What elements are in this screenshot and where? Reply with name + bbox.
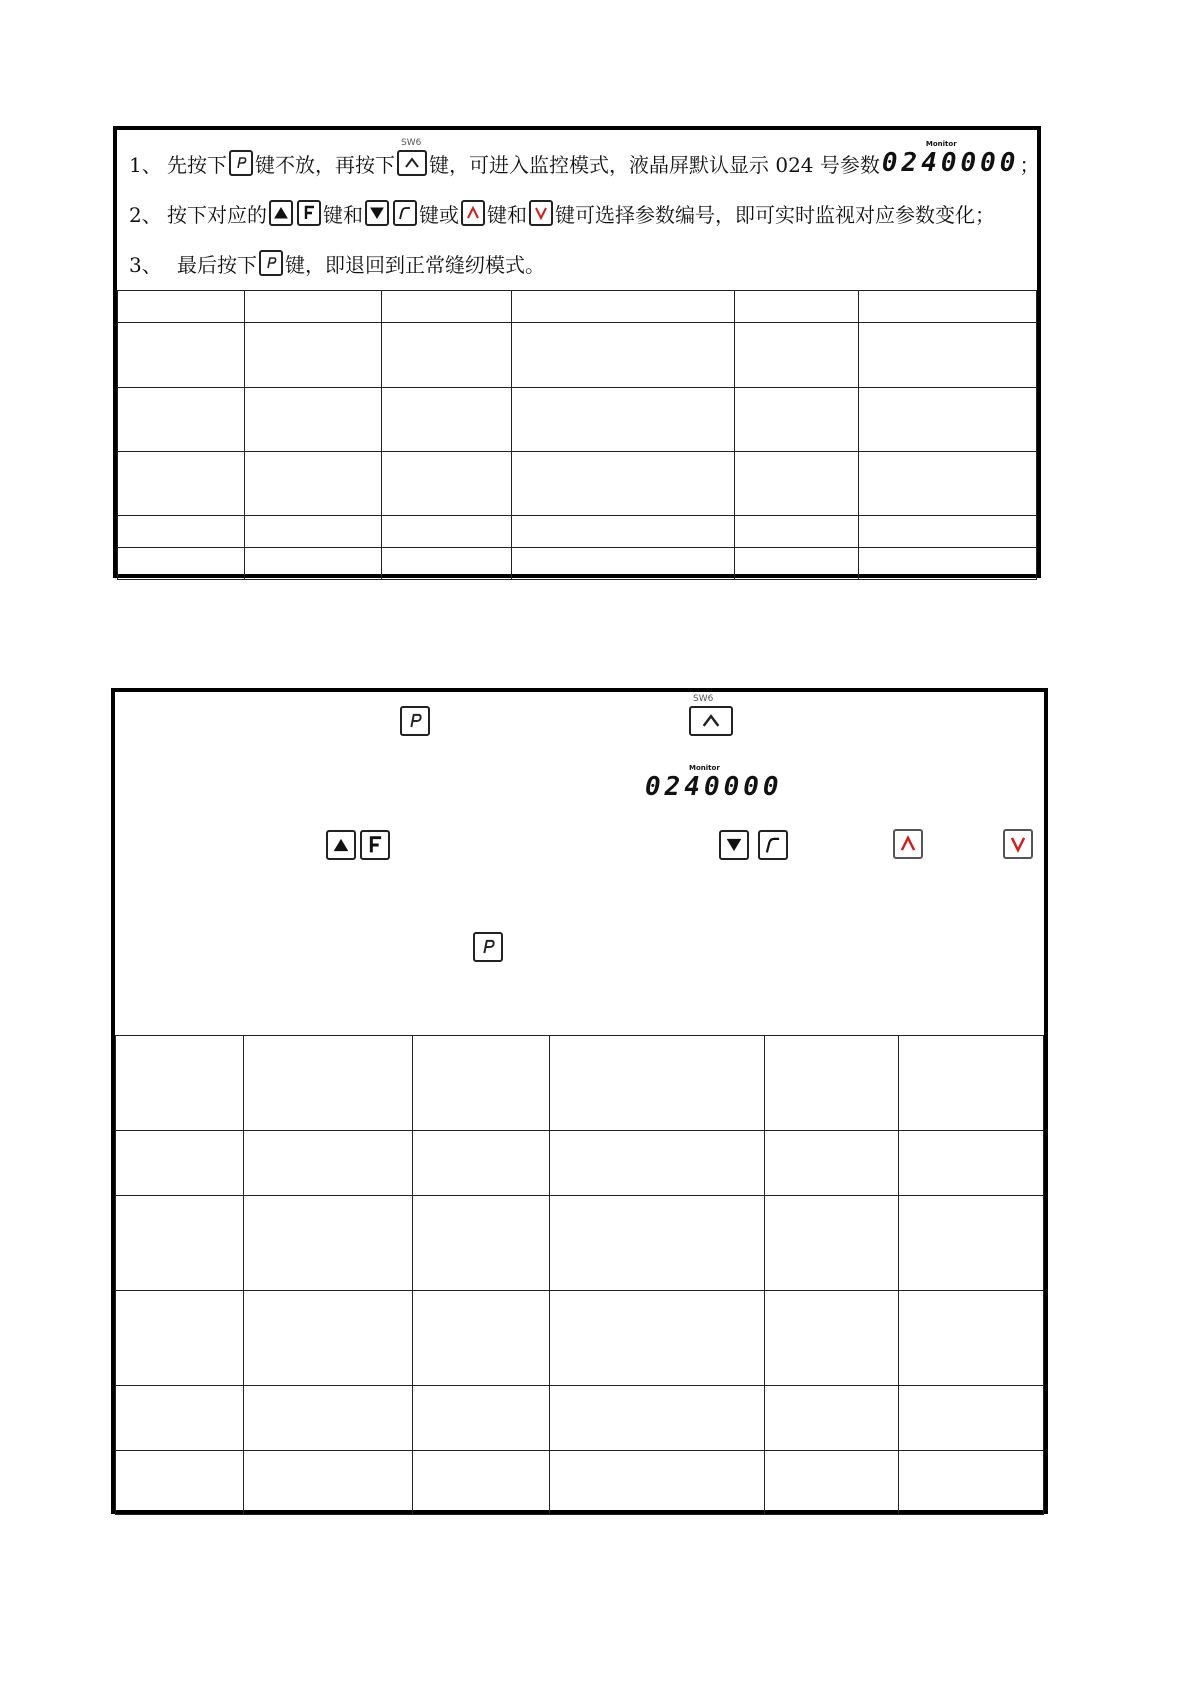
table-cell xyxy=(118,548,245,580)
table-cell xyxy=(512,452,735,516)
table-cell xyxy=(512,388,735,452)
lcd-monitor-label: Monitor xyxy=(689,764,720,772)
instruction-text-segment: ； xyxy=(1019,152,1040,177)
icon-panel xyxy=(111,688,1048,1514)
f-key-icon xyxy=(360,830,390,860)
table-cell xyxy=(899,1131,1044,1196)
line-number: 2、 xyxy=(129,202,162,227)
table-cell xyxy=(859,291,1037,323)
line-number: 3、 xyxy=(129,252,162,277)
table-cell xyxy=(859,548,1037,580)
table-row xyxy=(116,1451,1044,1515)
table-cell xyxy=(245,323,382,388)
table-cell xyxy=(245,516,382,548)
table-cell xyxy=(899,1291,1044,1386)
table-cell xyxy=(859,516,1037,548)
red-up-key-icon xyxy=(893,829,923,859)
table-cell xyxy=(735,291,859,323)
table-cell xyxy=(735,323,859,388)
instruction-text-segment: 先按下 xyxy=(167,152,227,177)
table-cell xyxy=(550,1196,765,1291)
instruction-line-2 xyxy=(129,196,995,230)
parameter-table xyxy=(117,290,1037,580)
table-cell xyxy=(765,1036,899,1131)
table-cell xyxy=(859,452,1037,516)
table-cell xyxy=(765,1451,899,1515)
table-cell xyxy=(735,548,859,580)
instruction-line-1 xyxy=(129,138,1040,180)
table-cell xyxy=(735,388,859,452)
instruction-text-segment: 键和 xyxy=(323,202,363,227)
table-cell xyxy=(765,1386,899,1451)
table-cell xyxy=(899,1451,1044,1515)
table-row xyxy=(118,516,1037,548)
lcd-display xyxy=(881,140,1020,178)
table-cell xyxy=(116,1451,244,1515)
instruction-text-segment: 键可选择参数编号，即可实时监视对应参数变化； xyxy=(555,202,995,227)
table-row xyxy=(118,323,1037,388)
table-cell xyxy=(735,452,859,516)
instruction-text-segment: 最后按下 xyxy=(177,252,257,277)
table-cell xyxy=(859,388,1037,452)
table-cell xyxy=(550,1451,765,1515)
table-cell xyxy=(382,323,512,388)
table-cell xyxy=(245,548,382,580)
table-row xyxy=(116,1386,1044,1451)
sw6-label: SW6 xyxy=(693,694,714,704)
p-key-icon xyxy=(259,250,283,276)
table-cell xyxy=(118,516,245,548)
table-cell xyxy=(899,1386,1044,1451)
table-cell xyxy=(245,291,382,323)
table-cell xyxy=(413,1291,550,1386)
table-cell xyxy=(382,516,512,548)
table-row xyxy=(116,1036,1044,1131)
table-cell xyxy=(765,1196,899,1291)
table-cell xyxy=(245,452,382,516)
table-cell xyxy=(244,1451,413,1515)
parameter-table xyxy=(115,1035,1044,1515)
table-cell xyxy=(118,291,245,323)
table-cell xyxy=(899,1036,1044,1131)
red-down-key-icon xyxy=(1003,829,1033,859)
instruction-text xyxy=(117,130,1040,288)
table-cell xyxy=(118,452,245,516)
red-down-key-icon xyxy=(529,200,553,226)
table-row xyxy=(118,291,1037,323)
table-cell xyxy=(735,516,859,548)
table-cell xyxy=(512,516,735,548)
table-cell xyxy=(245,388,382,452)
table-row xyxy=(118,388,1037,452)
table-cell xyxy=(413,1386,550,1451)
curve-key-icon xyxy=(758,830,788,860)
table-cell xyxy=(550,1131,765,1196)
table-cell xyxy=(116,1131,244,1196)
table-cell xyxy=(413,1451,550,1515)
instruction-panel xyxy=(113,126,1041,578)
red-up-key-icon xyxy=(461,200,485,226)
table-cell xyxy=(413,1196,550,1291)
line-number: 1、 xyxy=(129,152,162,177)
lcd-digits: 0240000 xyxy=(645,772,783,802)
table-cell xyxy=(382,388,512,452)
p-key-icon xyxy=(229,150,253,176)
table-cell xyxy=(116,1386,244,1451)
table-cell xyxy=(116,1291,244,1386)
table-cell xyxy=(118,388,245,452)
triangle-down-key-icon xyxy=(365,200,389,226)
table-cell xyxy=(244,1036,413,1131)
table-cell xyxy=(116,1036,244,1131)
table-cell xyxy=(413,1131,550,1196)
up-chevron-key-icon xyxy=(397,138,427,176)
table-cell xyxy=(413,1036,550,1131)
instruction-text-segment: 键，即退回到正常缝纫模式。 xyxy=(285,252,545,277)
sw6-label: SW6 xyxy=(401,138,422,148)
table-cell xyxy=(244,1291,413,1386)
table-row xyxy=(118,548,1037,580)
table-cell xyxy=(765,1131,899,1196)
up-chevron-key-icon xyxy=(689,694,733,736)
table-cell xyxy=(512,291,735,323)
p-key-icon xyxy=(473,932,503,962)
table-row xyxy=(116,1131,1044,1196)
triangle-up-key-icon xyxy=(326,830,356,860)
table-row xyxy=(118,452,1037,516)
table-cell xyxy=(550,1386,765,1451)
instruction-text-segment: 按下对应的 xyxy=(167,202,267,227)
table-cell xyxy=(244,1196,413,1291)
table-cell xyxy=(512,548,735,580)
table-cell xyxy=(765,1291,899,1386)
instruction-text-segment: 键不放，再按下 xyxy=(255,152,395,177)
table-cell xyxy=(244,1386,413,1451)
table-cell xyxy=(118,323,245,388)
table-cell xyxy=(512,323,735,388)
triangle-up-key-icon xyxy=(269,200,293,226)
table-cell xyxy=(899,1196,1044,1291)
triangle-down-key-icon xyxy=(719,830,749,860)
curve-key-icon xyxy=(393,200,417,226)
table-cell xyxy=(550,1036,765,1131)
lcd-monitor-label: Monitor xyxy=(925,140,957,148)
instruction-line-3 xyxy=(129,246,545,280)
instruction-text-segment: 键或 xyxy=(419,202,459,227)
table-cell xyxy=(859,323,1037,388)
lcd-digits: 0240000 xyxy=(881,148,1020,178)
instruction-text-segment: 键，可进入监控模式，液晶屏默认显示 024 号参数 xyxy=(429,152,880,177)
table-row xyxy=(116,1291,1044,1386)
table-cell xyxy=(244,1131,413,1196)
table-cell xyxy=(116,1196,244,1291)
lcd-display xyxy=(645,764,783,802)
f-key-icon xyxy=(297,200,321,226)
table-cell xyxy=(382,548,512,580)
table-cell xyxy=(382,291,512,323)
p-key-icon xyxy=(400,706,430,736)
table-row xyxy=(116,1196,1044,1291)
table-cell xyxy=(550,1291,765,1386)
instruction-text-segment: 键和 xyxy=(487,202,527,227)
table-cell xyxy=(382,452,512,516)
